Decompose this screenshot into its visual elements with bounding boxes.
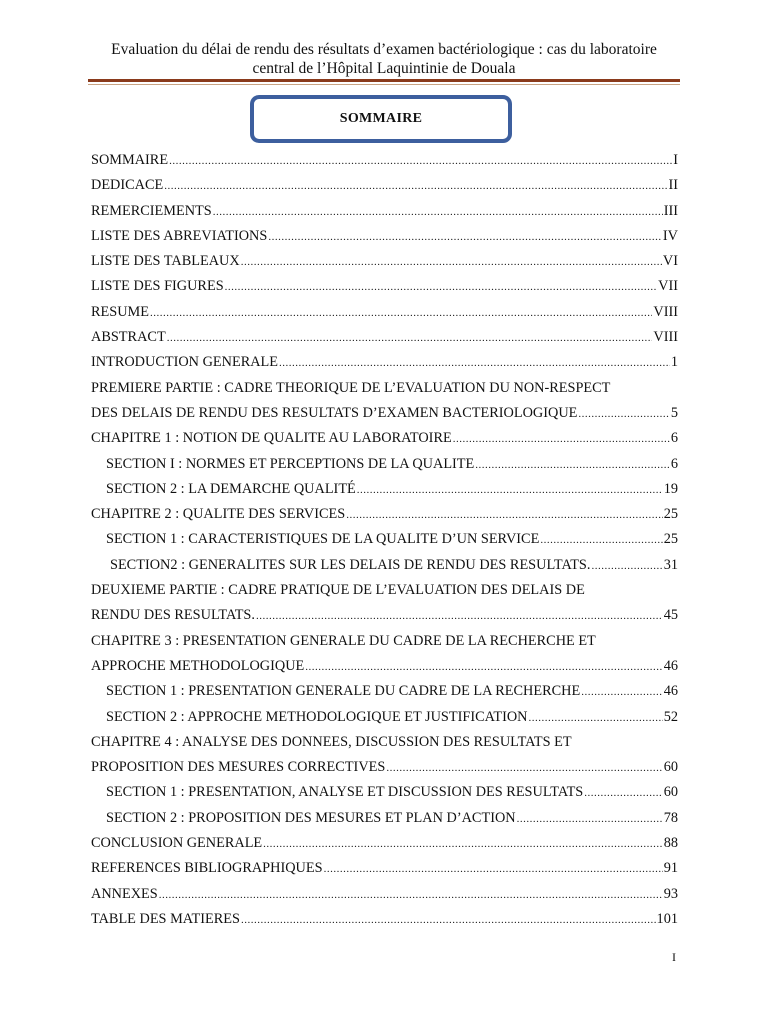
- toc-entry-page: 1: [670, 354, 678, 371]
- toc-entry-label: CHAPITRE 3 : PRESENTATION GENERALE DU CADRE DE LA RECHERCHE ET: [91, 632, 596, 649]
- toc-entry-label: RENDU DES RESULTATS.: [91, 607, 255, 624]
- toc-entry-page: VI: [662, 253, 678, 270]
- toc-entry-label: SECTION2 : GENERALITES SUR LES DELAIS DE RENDU DES RESULTATS.: [110, 556, 591, 573]
- toc-entry[interactable]: [91, 730, 678, 755]
- toc-entry-page: I: [673, 152, 678, 168]
- header-line-1: Evaluation du délai de rendu des résultats d’examen bactériologique : cas du laboratoire: [111, 41, 657, 58]
- toc-entry[interactable]: [91, 654, 678, 679]
- toc-entry[interactable]: [91, 376, 678, 401]
- toc-entry-leader-dots: [578, 402, 669, 427]
- toc-entry[interactable]: [91, 274, 678, 299]
- toc-entry-label: CONCLUSION GENERALE: [91, 835, 263, 852]
- toc-entry-page: 25: [663, 531, 678, 548]
- toc-entry-label: SECTION 2 : APPROCHE METHODOLOGIQUE ET JUSTIFICATION: [106, 708, 528, 725]
- toc-entry-leader-dots: [305, 655, 662, 680]
- toc-entry-page: IV: [662, 227, 678, 244]
- toc-entry[interactable]: [91, 249, 678, 274]
- toc-entry-leader-dots: [167, 326, 653, 351]
- toc-entry[interactable]: [91, 831, 678, 856]
- page-number: I: [672, 950, 676, 964]
- toc-entry-label: SECTION 1 : PRESENTATION GENERALE DU CADRE DE LA RECHERCHE: [106, 683, 581, 700]
- toc-entry-leader-dots: [279, 351, 670, 376]
- toc-entry[interactable]: [91, 325, 678, 350]
- toc-entry-leader-dots: [241, 250, 662, 275]
- toc-entry-label: SECTION 1 : PRESENTATION, ANALYSE ET DISCUSSION DES RESULTATS: [106, 784, 584, 801]
- toc-entry-page: VIII: [653, 329, 678, 346]
- toc-entry-label: DEUXIEME PARTIE : CADRE PRATIQUE DE L’EVALUATION DES DELAIS DE: [91, 582, 585, 599]
- toc-entry[interactable]: [91, 527, 678, 552]
- toc-entry-label: DEDICACE: [91, 177, 164, 194]
- toc-entry-leader-dots: [256, 604, 663, 629]
- toc-entry[interactable]: [91, 148, 678, 173]
- toc-entry-page: VIII: [653, 303, 678, 320]
- toc-entry-page: III: [663, 202, 678, 219]
- toc-entry-leader-dots: [357, 478, 663, 503]
- toc-entry-label: REMERCIEMENTS: [91, 202, 212, 219]
- toc-entry[interactable]: [91, 629, 678, 654]
- toc-entry[interactable]: [91, 705, 678, 730]
- toc-entry-page: 46: [663, 683, 678, 700]
- toc-entry[interactable]: [91, 907, 678, 932]
- toc-entry-label: CHAPITRE 1 : NOTION DE QUALITE AU LABORATOIRE: [91, 430, 452, 447]
- toc-entry-label: CHAPITRE 4 : ANALYSE DES DONNEES, DISCUSSION DES RESULTATS ET: [91, 733, 572, 750]
- toc-entry-page: 6: [670, 430, 678, 447]
- toc-entry-label: CHAPITRE 2 : QUALITE DES SERVICES: [91, 506, 346, 523]
- toc-entry-leader-dots: [324, 857, 663, 882]
- toc-entry-leader-dots: [159, 883, 663, 908]
- toc-entry[interactable]: [91, 882, 678, 907]
- page-title-text: SOMMAIRE: [339, 111, 423, 126]
- toc-entry[interactable]: [91, 856, 678, 881]
- toc-entry-page: 52: [663, 708, 678, 725]
- toc-entry-label: PROPOSITION DES MESURES CORRECTIVES: [91, 759, 386, 776]
- toc-entry-label: DES DELAIS DE RENDU DES RESULTATS D’EXAMEN BACTERIOLOGIQUE: [91, 404, 578, 421]
- toc-entry[interactable]: [91, 300, 678, 325]
- toc-entry[interactable]: [91, 806, 678, 831]
- page-title: [250, 95, 512, 143]
- toc-entry-page: VII: [658, 278, 678, 295]
- toc-entry-page: 31: [663, 556, 678, 573]
- toc-entry-page: 5: [670, 404, 678, 421]
- toc-entry-leader-dots: [529, 706, 663, 731]
- toc-entry[interactable]: [91, 755, 678, 780]
- header-line-2: central de l’Hôpital Laquintinie de Douala: [252, 60, 516, 77]
- toc-entry[interactable]: [91, 502, 678, 527]
- toc-entry-page: 45: [663, 607, 678, 624]
- toc-entry[interactable]: [91, 780, 678, 805]
- toc-entry-page: 6: [670, 455, 678, 472]
- toc-entry-page: 88: [663, 835, 678, 852]
- toc-entry-label: SECTION 2 : LA DEMARCHE QUALITÉ: [106, 480, 356, 497]
- toc-entry-leader-dots: [475, 453, 670, 478]
- toc-entry-label: LISTE DES TABLEAUX: [91, 253, 240, 270]
- header-rule: [88, 79, 680, 82]
- toc-entry-label: SECTION 1 : CARACTERISTIQUES DE LA QUALITE D’UN SERVICE: [106, 531, 540, 548]
- toc-entry-leader-dots: [164, 174, 667, 199]
- toc-entry[interactable]: [91, 350, 678, 375]
- toc-entry[interactable]: [91, 224, 678, 249]
- toc-entry-page: 60: [663, 784, 678, 801]
- toc-entry-page: 19: [663, 480, 678, 497]
- toc-entry-label: INTRODUCTION GENERALE: [91, 354, 279, 371]
- toc-entry-leader-dots: [517, 807, 663, 832]
- toc-entry-label: APPROCHE METHODOLOGIQUE: [91, 657, 305, 674]
- header-rule-thin: [88, 84, 680, 85]
- toc-entry-label: ANNEXES: [91, 885, 158, 902]
- toc-entry-leader-dots: [453, 427, 670, 452]
- toc-entry-label: ABSTRACT: [91, 329, 166, 346]
- toc-entry[interactable]: [91, 578, 678, 603]
- toc-entry-page: 91: [663, 860, 678, 877]
- toc-entry-page: II: [668, 177, 678, 194]
- toc-entry[interactable]: [91, 679, 678, 704]
- toc-entry-leader-dots: [241, 908, 656, 933]
- toc-entry-leader-dots: [225, 275, 657, 300]
- toc-entry-leader-dots: [346, 503, 662, 528]
- toc-entry-page: 78: [663, 809, 678, 826]
- toc-entry-leader-dots: [591, 554, 662, 579]
- toc-entry-leader-dots: [150, 301, 652, 326]
- toc-entry-label: SECTION 2 : PROPOSITION DES MESURES ET PLAN D’ACTION: [106, 809, 516, 826]
- toc-entry-label: SECTION I : NORMES ET PERCEPTIONS DE LA QUALITE: [106, 455, 475, 472]
- toc-entry-label: RESUME: [91, 303, 149, 320]
- toc-entry-label: SOMMAIRE: [91, 152, 169, 168]
- toc-entry-leader-dots: [169, 149, 672, 174]
- toc-entry-page: 46: [663, 657, 678, 674]
- toc-entry-page: 25: [663, 506, 678, 523]
- toc-entry-label: LISTE DES ABREVIATIONS: [91, 227, 268, 244]
- toc-entry[interactable]: [91, 426, 678, 451]
- table-of-contents: [91, 148, 678, 932]
- toc-entry-leader-dots: [386, 756, 662, 781]
- toc-entry[interactable]: [91, 173, 678, 198]
- toc-entry-label: PREMIERE PARTIE : CADRE THEORIQUE DE L’EVALUATION DU NON-RESPECT: [91, 379, 611, 396]
- toc-entry-page: 60: [663, 759, 678, 776]
- toc-entry[interactable]: [91, 199, 678, 224]
- toc-entry[interactable]: [91, 603, 678, 628]
- toc-entry-page: 93: [663, 885, 678, 902]
- toc-entry[interactable]: [91, 477, 678, 502]
- running-header: [86, 40, 682, 78]
- toc-entry-leader-dots: [268, 225, 662, 250]
- toc-entry-leader-dots: [540, 528, 662, 553]
- toc-entry-leader-dots: [581, 680, 662, 705]
- toc-entry-leader-dots: [584, 781, 662, 806]
- toc-entry[interactable]: [91, 401, 678, 426]
- toc-entry-leader-dots: [213, 200, 663, 225]
- toc-entry[interactable]: [91, 553, 678, 578]
- toc-entry[interactable]: [91, 452, 678, 477]
- toc-entry-label: LISTE DES FIGURES: [91, 278, 224, 295]
- toc-entry-page: 101: [656, 910, 678, 927]
- toc-entry-leader-dots: [263, 832, 663, 857]
- toc-entry-label: TABLE DES MATIERES: [91, 910, 240, 927]
- toc-entry-label: REFERENCES BIBLIOGRAPHIQUES: [91, 860, 323, 877]
